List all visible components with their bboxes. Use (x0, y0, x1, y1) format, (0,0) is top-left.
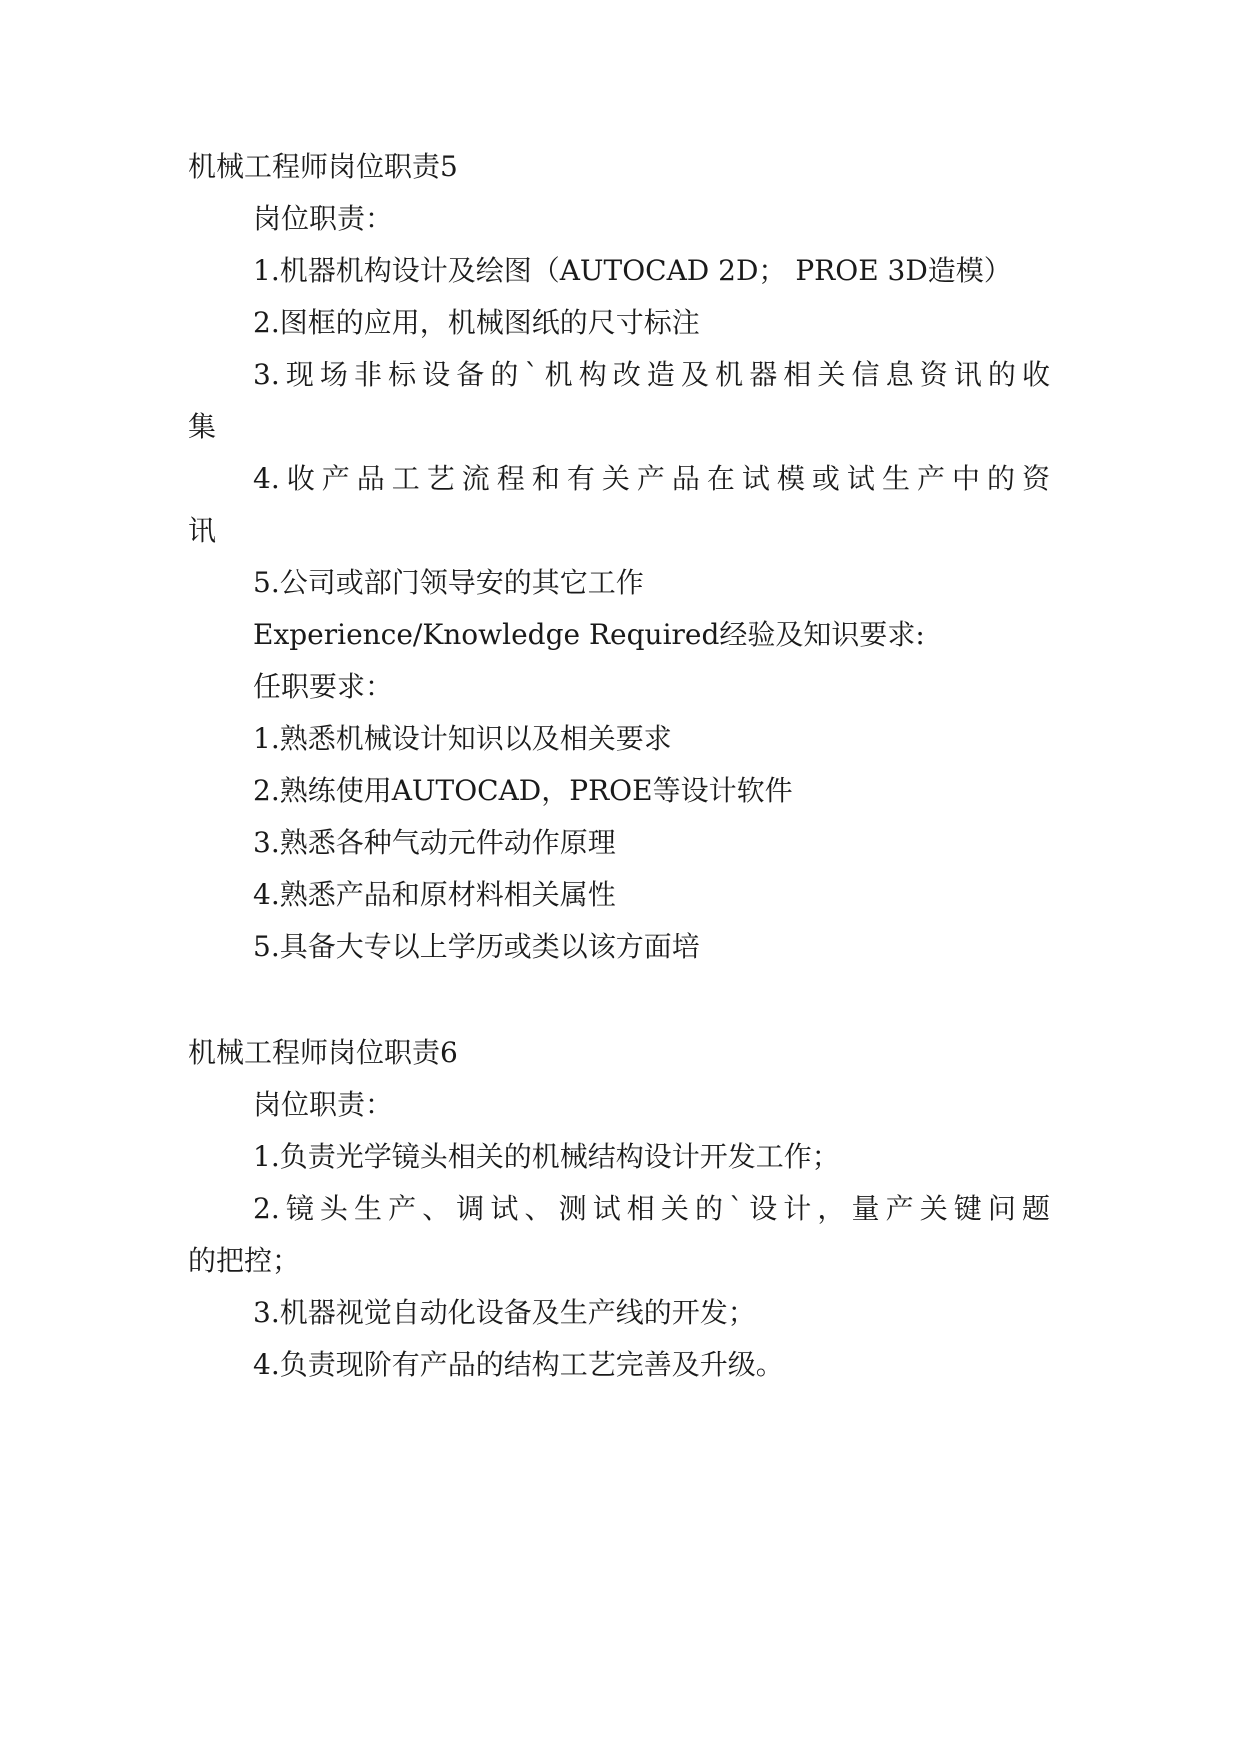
duty-item: 1.负责光学镜头相关的机械结构设计开发工作； (253, 1140, 840, 1173)
requirement-item: 2.熟练使用AUTOCAD，PROE等设计软件 (253, 774, 793, 807)
requirement-item: 3.熟悉各种气动元件动作原理 (253, 826, 616, 859)
requirements-label: 任职要求： (253, 670, 394, 703)
duties-label: 岗位职责： (253, 1088, 394, 1121)
duty-item: 3.现场非标设备的`机构改造及机器相关信息资讯的收 (253, 358, 1050, 391)
section-title: 机械工程师岗位职责5 (188, 150, 458, 183)
duty-item: 4.收产品工艺流程和有关产品在试模或试生产中的资 (253, 462, 1050, 495)
requirement-item: 5.具备大专以上学历或类以该方面培 (253, 930, 700, 963)
experience-label: Experience/Knowledge Required经验及知识要求: (253, 618, 925, 651)
duty-item: 5.公司或部门领导安的其它工作 (253, 566, 644, 599)
duty-item: 2.图框的应用，机械图纸的尺寸标注 (253, 306, 700, 339)
duty-item: 2.镜头生产、调试、测试相关的`设计，量产关键问题 (253, 1192, 1050, 1225)
duty-item-continuation: 集 (188, 410, 217, 443)
duty-item: 4.负责现阶有产品的结构工艺完善及升级。 (253, 1348, 784, 1381)
requirement-item: 1.熟悉机械设计知识以及相关要求 (253, 722, 672, 755)
duty-item-continuation: 的把控； (188, 1244, 301, 1277)
requirement-item: 4.熟悉产品和原材料相关属性 (253, 878, 616, 911)
duty-item: 1.机器机构设计及绘图（AUTOCAD 2D； PROE 3D造模） (253, 254, 1012, 287)
duties-label: 岗位职责： (253, 202, 394, 235)
section-title: 机械工程师岗位职责6 (188, 1036, 458, 1069)
duty-item-continuation: 讯 (188, 514, 217, 547)
duty-item: 3.机器视觉自动化设备及生产线的开发； (253, 1296, 756, 1329)
